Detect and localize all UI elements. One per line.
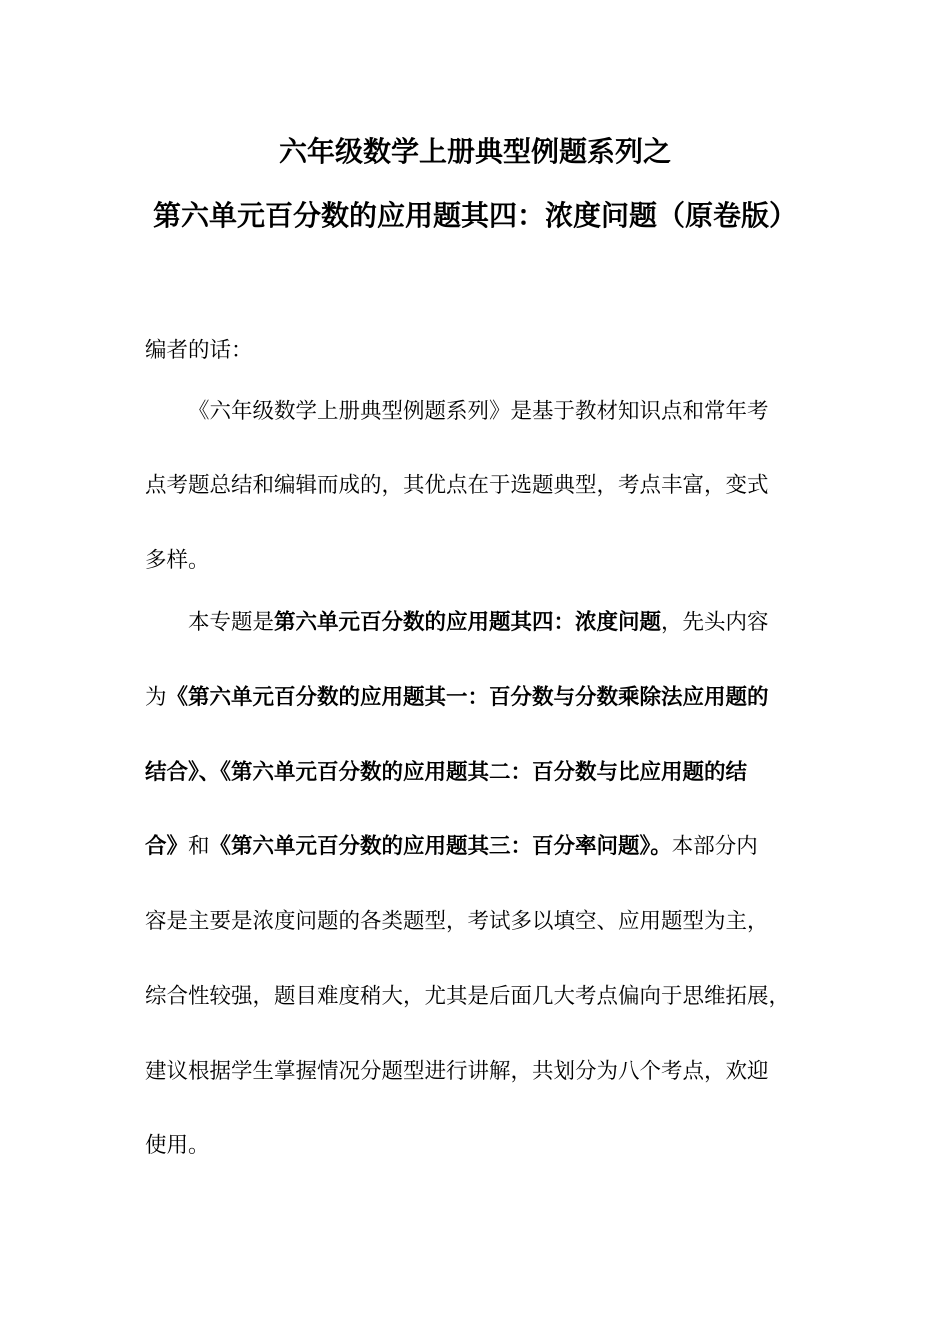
paragraph2-text: 和	[188, 834, 210, 859]
paragraph2-line7: 建议根据学生掌握情况分题型进行讲解，共划分为八个考点，欢迎	[145, 1059, 769, 1084]
paragraph1-line2: 点考题总结和编辑而成的，其优点在于选题典型，考点丰富，变式	[145, 473, 769, 498]
paragraph2-line4	[145, 832, 758, 862]
paragraph2-line1	[188, 608, 769, 638]
paragraph2-text: 为	[145, 685, 167, 710]
paragraph2-line8: 使用。	[145, 1133, 210, 1158]
paragraph1-line1: 《六年级数学上册典型例题系列》是基于教材知识点和常年考	[188, 399, 769, 424]
paragraph2-line5: 容是主要是浓度问题的各类题型，考试多以填空、应用题型为主，	[145, 909, 769, 934]
paragraph2-topic: 第六单元百分数的应用题其四：浓度问题	[274, 610, 662, 635]
paragraph2-reference: 合》	[145, 834, 189, 859]
paragraph2-line2	[145, 683, 769, 713]
paragraph2-reference: 《第六单元百分数的应用题其三：百分率问题》。	[209, 834, 672, 859]
title-series: 六年级数学上册典型例题系列之	[278, 135, 671, 168]
editor-note-heading: 编者的话：	[145, 338, 253, 363]
paragraph2-text: 本专题是	[188, 610, 275, 635]
paragraph2-text: ，先头内容	[661, 610, 769, 635]
title-unit: 第六单元百分数的应用题其四：浓度问题（原卷版）	[152, 199, 797, 232]
paragraph2-line6: 综合性较强，题目难度稍大，尤其是后面几大考点偏向于思维拓展，	[145, 984, 791, 1009]
paragraph2-reference: 《第六单元百分数的应用题其一：百分数与分数乘除法应用题的	[166, 685, 769, 710]
paragraph2-text: 本部分内	[671, 834, 758, 859]
paragraph2-line3: 结合》、《第六单元百分数的应用题其二：百分数与比应用题的结	[145, 760, 748, 785]
paragraph1-line3: 多样。	[145, 548, 210, 573]
